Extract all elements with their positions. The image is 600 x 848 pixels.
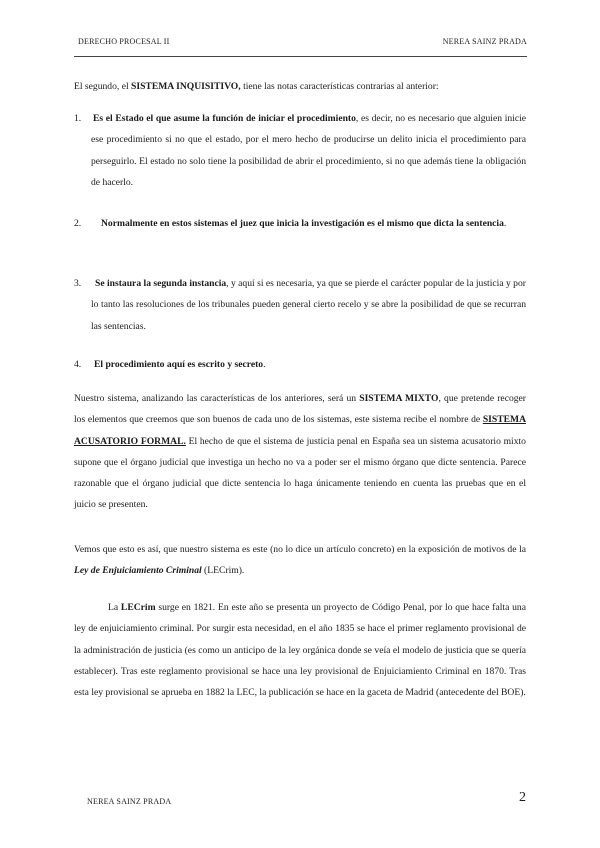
list-item	[74, 108, 526, 193]
header-author: NEREA SAINZ PRADA	[442, 37, 527, 46]
paragraph-text: El hecho de que el sistema de justicia penal en España sea un sistema acusatorio mixto supone que el órgano judicial que investiga un hecho no va a poder ser el mismo órgano que dicte sentencia. Parece razonable que el órgano judicial que dicte sentencia lo haga únicamente teniendo en cuenta las pruebas que en el juicio se presenten.	[74, 435, 526, 511]
list-item-bold: El procedimiento aquí es escrito y secreto	[94, 359, 264, 370]
page-number: 2	[519, 790, 526, 805]
list-number: 4.	[74, 359, 82, 370]
list-number: 2.	[74, 218, 82, 229]
list-item-text: , y aquí si es necesaria, ya que se pierde el carácter popular de la justicia y por lo tanto las resoluciones de los tribunales pueden general cierto recelo y se abre la posibilidad de que se recurran las sentencias.	[91, 278, 526, 332]
paragraph-sistema-mixto	[74, 388, 526, 516]
intro-text-end: tiene las notas características contrarias al anterior:	[240, 81, 439, 92]
law-title: Ley de Enjuiciamiento Criminal	[74, 565, 202, 577]
list-item-bold: Normalmente en estos sistemas el juez que inicia la investigación es el mismo que dicta la sentencia	[101, 218, 504, 229]
list-number: 1.	[74, 113, 82, 124]
header-course-title: DERECHO PROCESAL II	[78, 37, 170, 46]
paragraph-lecrim-history	[74, 597, 526, 703]
page-header	[78, 37, 527, 49]
term-sistema-acusatorio-formal: SISTEMA ACUSATORIO FORMAL.	[74, 414, 526, 447]
paragraph-text: Vemos que esto es así, que nuestro sistema es este (no lo dice un artículo concreto) en la exposición de motivos de la	[74, 544, 526, 555]
header-divider	[74, 56, 527, 57]
footer-author: NEREA SAINZ PRADA	[87, 797, 172, 806]
paragraph-text: surge en 1821. En este año se presenta un proyecto de Código Penal, por lo que hace falta una ley de enjuiciamiento criminal. Por surgir esta necesidad, en el año 1835 se hace el primer reglamento provisional de la administración de justicia (es como un anticipo de la ley orgánica donde se veía el modelo de justicia que se quería establecer). Tras este reglamento provisional se hace una ley provisional de Enjuiciamiento Criminal en 1870. Tras esta ley provisional se aprueba en 1882 la LEC, la publicación se hace en la gaceta de Madrid (antecedente del BOE).	[74, 602, 526, 699]
list-item-text: , es decir, no es necesario que alguien inicie ese procedimiento si no que el estado, por el mero hecho de producirse un delito inicia el procedimiento para perseguirlo. El estado no solo tiene la posibilidad de abrir el procedimiento, si no que además tiene la obligación de hacerlo.	[91, 113, 526, 188]
term-lecrim: LECrim	[120, 602, 156, 613]
list-item-text: .	[263, 359, 266, 370]
paragraph-lecrim-reference	[74, 539, 526, 582]
intro-term: SISTEMA INQUISITIVO,	[131, 81, 241, 92]
paragraph-text: , que pretende recoger los elementos que creemos que son buenos de cada uno de los sistemas, este sistema recibe el nombre de	[74, 393, 526, 426]
list-number: 3.	[74, 278, 82, 289]
intro-text: El segundo, el	[74, 81, 132, 92]
paragraph-text: La	[108, 602, 121, 613]
list-item-bold: Es el Estado el que asume la función de iniciar el procedimiento	[93, 113, 356, 124]
paragraph-text: Nuestro sistema, analizando las características de los anteriores, será un	[74, 393, 360, 404]
intro-paragraph	[74, 76, 526, 97]
list-item-bold: Se instaura la segunda instancia	[95, 278, 227, 289]
list-item-text: .	[503, 218, 507, 229]
list-item	[74, 273, 526, 337]
paragraph-text: (LECrim).	[201, 565, 245, 577]
list-item	[74, 354, 526, 375]
term-sistema-mixto: SISTEMA MIXTO	[359, 393, 439, 404]
list-item	[74, 213, 526, 234]
